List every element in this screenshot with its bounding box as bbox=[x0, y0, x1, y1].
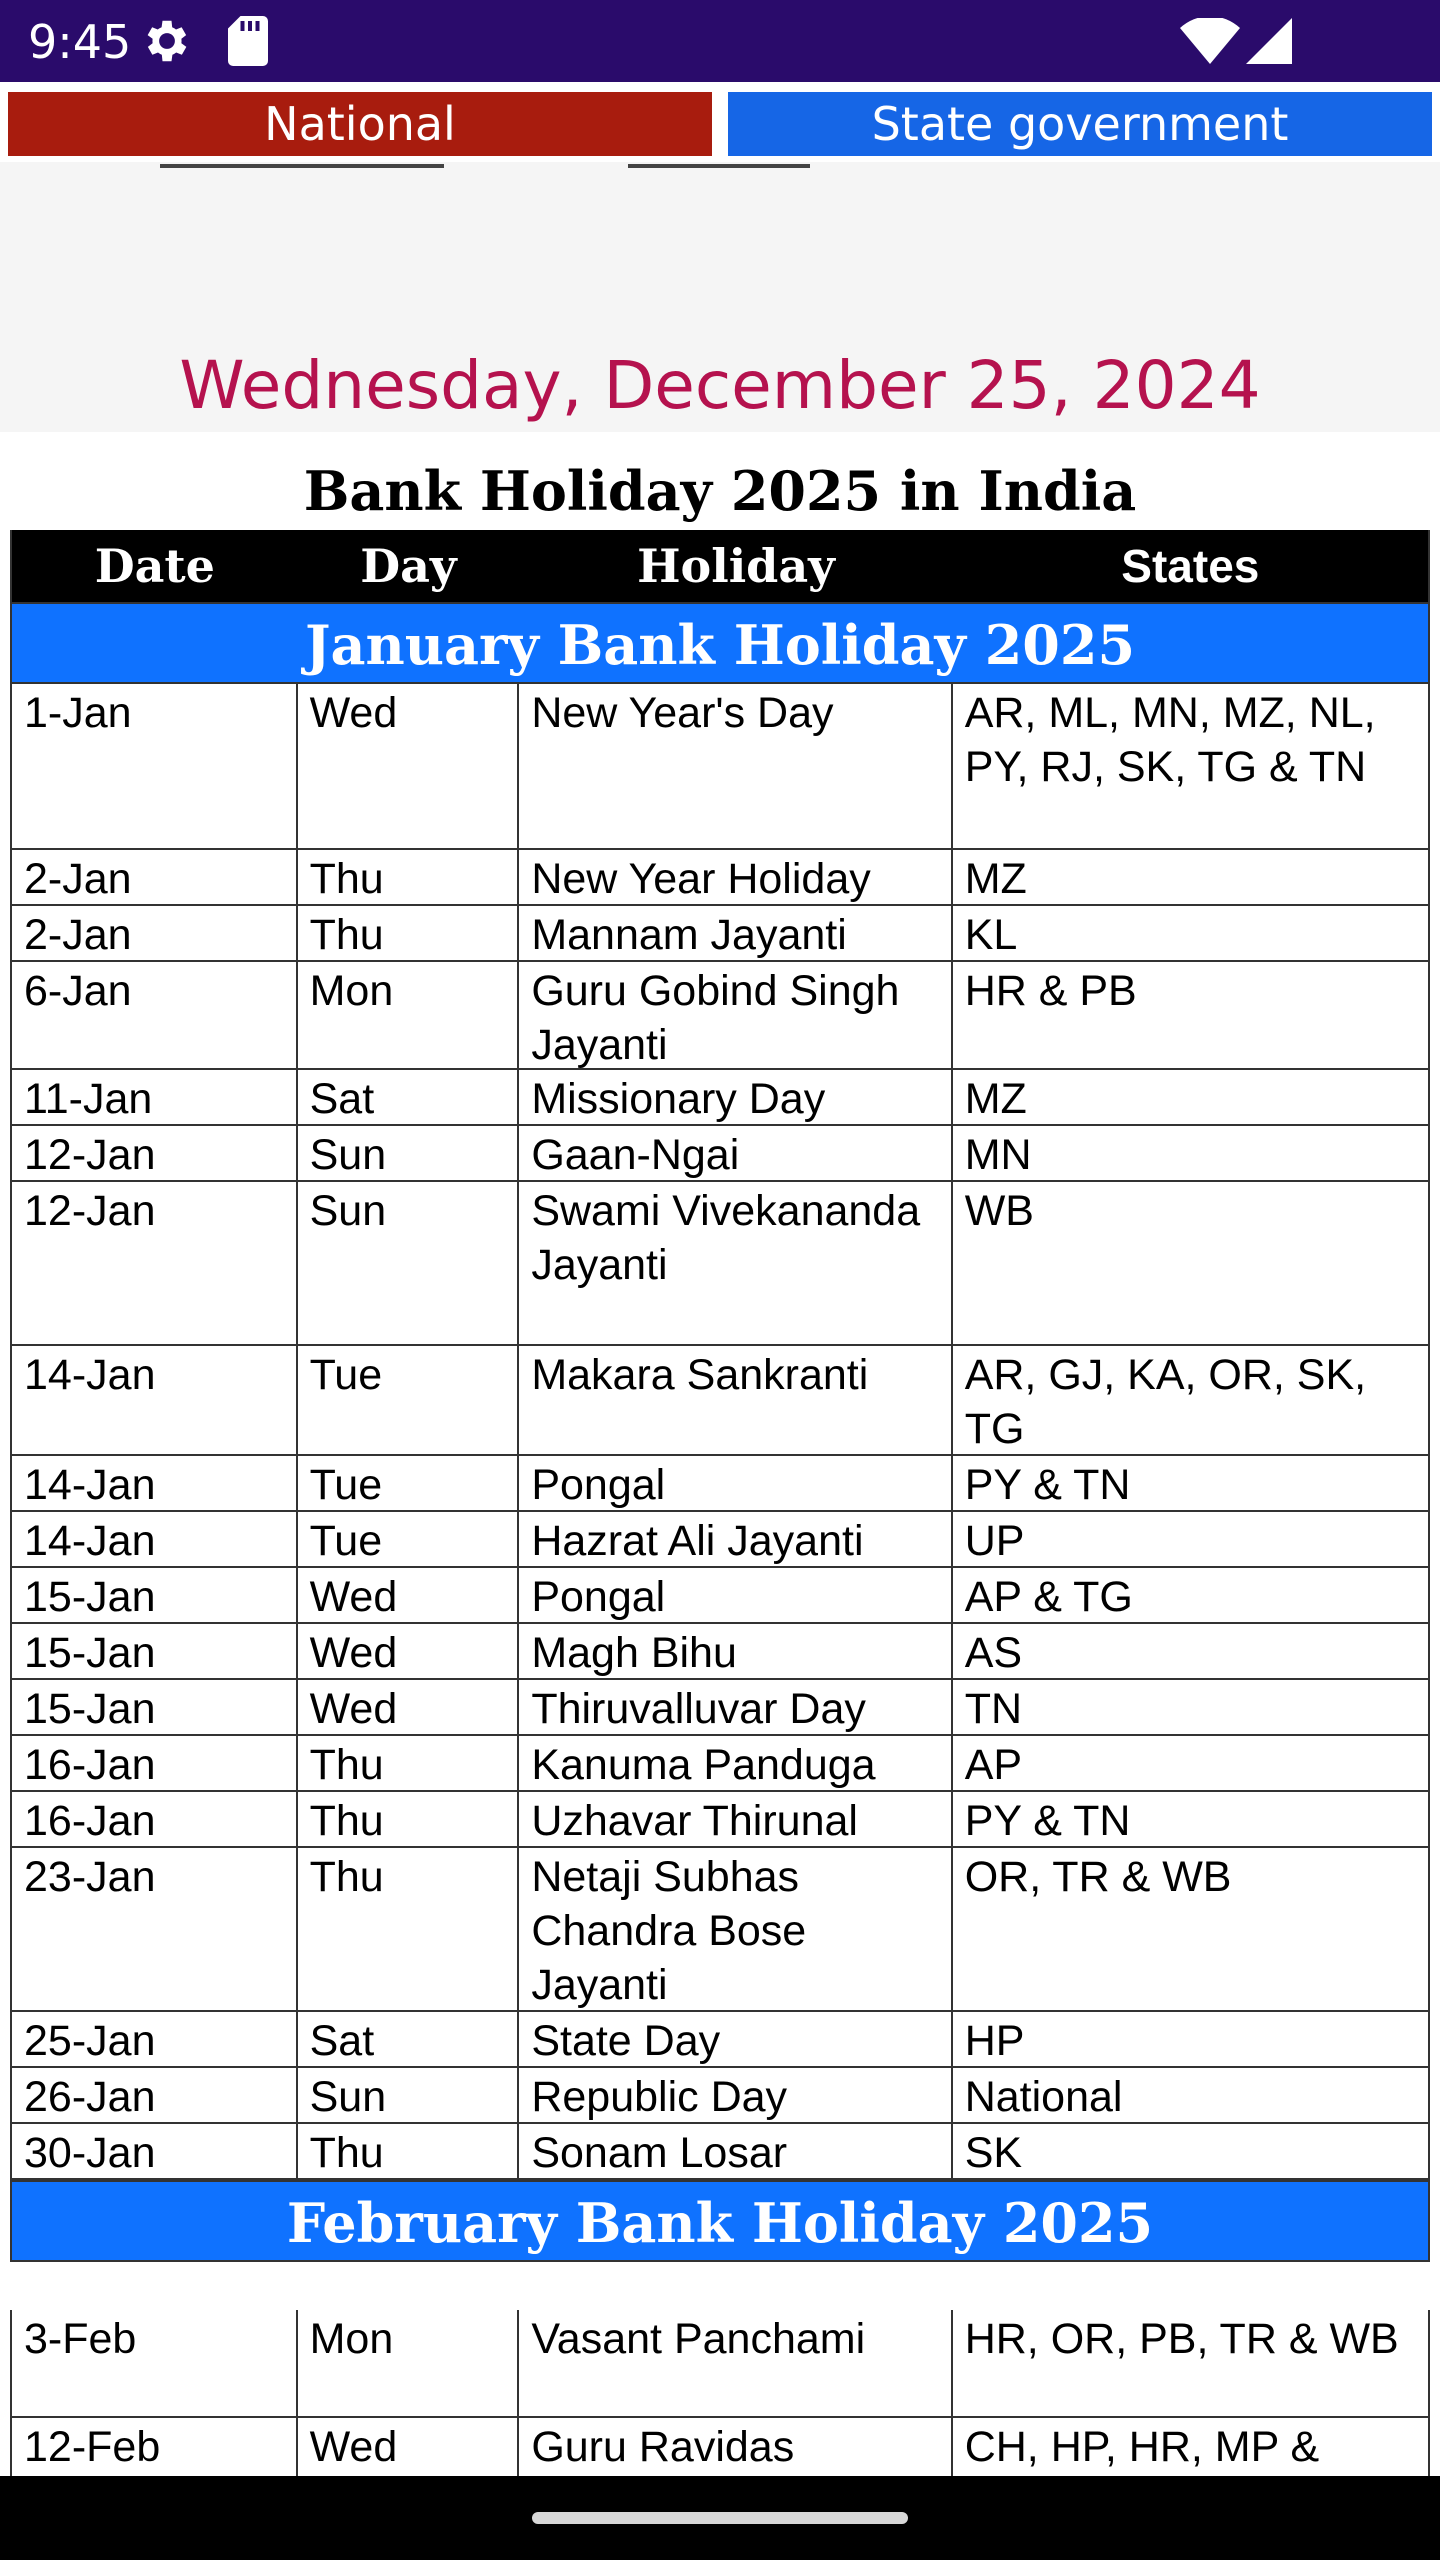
cell-holiday: New Year's Day bbox=[519, 684, 952, 848]
cell-date: 6-Jan bbox=[12, 962, 298, 1068]
cell-day: Mon bbox=[298, 2310, 520, 2416]
cell-states: MZ bbox=[964, 855, 1027, 903]
cell-states: MZ bbox=[964, 1075, 1027, 1123]
holiday-table-continued bbox=[10, 2310, 1430, 2478]
cell-day: Thu bbox=[298, 850, 520, 904]
cell-date: 15-Jan bbox=[12, 1680, 298, 1734]
cell-states: AP & TG bbox=[964, 1573, 1133, 1621]
february-rows bbox=[12, 2310, 1428, 2478]
cell-day: Sun bbox=[298, 1182, 520, 1344]
cell-day: Sun bbox=[298, 2068, 520, 2122]
cell-states: WB bbox=[964, 1187, 1034, 1235]
cell-holiday: Guru Gobind Singh Jayanti bbox=[519, 962, 952, 1068]
cell-holiday: Republic Day bbox=[519, 2068, 952, 2122]
cell-states: PY & TN bbox=[964, 1797, 1131, 1845]
cell-day: Wed bbox=[298, 2418, 520, 2476]
cell-holiday: New Year Holiday bbox=[519, 850, 952, 904]
cell-holiday: State Day bbox=[519, 2012, 952, 2066]
cell-date: 30-Jan bbox=[12, 2124, 298, 2178]
cell-date: 25-Jan bbox=[12, 2012, 298, 2066]
navigation-bar bbox=[0, 2476, 1440, 2560]
table-header bbox=[12, 530, 1428, 602]
cell-states: AR, ML, MN, MZ, NL, PY, RJ, SK, TG & TN bbox=[964, 689, 1376, 791]
table-row bbox=[12, 1680, 1428, 1736]
cell-holiday: Netaji Subhas Chandra Bose Jayanti bbox=[519, 1848, 952, 2010]
cell-date: 14-Jan bbox=[12, 1456, 298, 1510]
cell-states: SK bbox=[964, 2129, 1023, 2177]
cell-day: Thu bbox=[298, 906, 520, 960]
cell-date: 23-Jan bbox=[12, 1848, 298, 2010]
cell-date: 12-Jan bbox=[12, 1182, 298, 1344]
tab-indicator bbox=[628, 164, 810, 168]
cell-states: PY & TN bbox=[964, 1461, 1131, 1509]
cell-holiday: Guru Ravidas bbox=[519, 2418, 952, 2476]
table-row bbox=[12, 2418, 1428, 2478]
cell-day: Wed bbox=[298, 1680, 520, 1734]
cell-day: Sun bbox=[298, 1126, 520, 1180]
cell-date: 1-Jan bbox=[12, 684, 298, 848]
cell-holiday: Pongal bbox=[519, 1456, 952, 1510]
date-panel bbox=[0, 162, 1440, 432]
table-row bbox=[12, 684, 1428, 850]
column-header-states: States bbox=[1121, 540, 1260, 592]
cell-states: HR, OR, PB, TR & WB bbox=[964, 2315, 1399, 2363]
cell-holiday: Mannam Jayanti bbox=[519, 906, 952, 960]
cell-states: National bbox=[964, 2073, 1123, 2121]
cell-holiday: Pongal bbox=[519, 1568, 952, 1622]
status-bar bbox=[0, 0, 1440, 82]
cell-day: Thu bbox=[298, 1736, 520, 1790]
column-header-day: Day bbox=[360, 539, 457, 593]
filter-tabs bbox=[0, 82, 1440, 168]
table-row bbox=[12, 2068, 1428, 2124]
cell-day: Sat bbox=[298, 1070, 520, 1124]
table-row bbox=[12, 1126, 1428, 1182]
cell-holiday: Thiruvalluvar Day bbox=[519, 1680, 952, 1734]
cell-date: 14-Jan bbox=[12, 1512, 298, 1566]
cell-states: OR, TR & WB bbox=[964, 1853, 1232, 1901]
cell-date: 15-Jan bbox=[12, 1624, 298, 1678]
table-row bbox=[12, 2310, 1428, 2418]
gear-icon bbox=[140, 14, 194, 73]
cell-date: 3-Feb bbox=[12, 2310, 298, 2416]
table-row bbox=[12, 1512, 1428, 1568]
table-row bbox=[12, 1346, 1428, 1456]
cell-holiday: Gaan-Ngai bbox=[519, 1126, 952, 1180]
page-title: Bank Holiday 2025 in India bbox=[303, 459, 1137, 523]
current-date: Wednesday, December 25, 2024 bbox=[179, 347, 1261, 424]
cell-states: KL bbox=[964, 911, 1018, 959]
cell-holiday: Missionary Day bbox=[519, 1070, 952, 1124]
cell-date: 11-Jan bbox=[12, 1070, 298, 1124]
tab-indicator bbox=[160, 164, 444, 168]
column-header-holiday: Holiday bbox=[637, 539, 835, 593]
cell-day: Tue bbox=[298, 1456, 520, 1510]
table-row bbox=[12, 1070, 1428, 1126]
cell-holiday: Hazrat Ali Jayanti bbox=[519, 1512, 952, 1566]
month-header-february: February Bank Holiday 2025 bbox=[12, 2180, 1428, 2262]
cell-holiday: Uzhavar Thirunal bbox=[519, 1792, 952, 1846]
cell-holiday: Kanuma Panduga bbox=[519, 1736, 952, 1790]
table-row bbox=[12, 850, 1428, 906]
table-row bbox=[12, 1848, 1428, 2012]
cell-day: Wed bbox=[298, 1568, 520, 1622]
cell-states: AS bbox=[964, 1629, 1023, 1677]
cell-holiday: Magh Bihu bbox=[519, 1624, 952, 1678]
cell-day: Mon bbox=[298, 962, 520, 1068]
cell-date: 2-Jan bbox=[12, 906, 298, 960]
cell-date: 12-Feb bbox=[12, 2418, 298, 2476]
cell-day: Tue bbox=[298, 1346, 520, 1454]
cell-holiday: Vasant Panchami bbox=[519, 2310, 952, 2416]
table-row bbox=[12, 1182, 1428, 1346]
table-row bbox=[12, 2124, 1428, 2180]
table-row bbox=[12, 906, 1428, 962]
cell-date: 16-Jan bbox=[12, 1736, 298, 1790]
cell-date: 26-Jan bbox=[12, 2068, 298, 2122]
cell-date: 2-Jan bbox=[12, 850, 298, 904]
cell-date: 15-Jan bbox=[12, 1568, 298, 1622]
cell-day: Wed bbox=[298, 684, 520, 848]
cell-day: Thu bbox=[298, 1792, 520, 1846]
cell-states: AR, GJ, KA, OR, SK, TG bbox=[964, 1351, 1367, 1453]
sd-card-icon bbox=[228, 16, 268, 71]
table-row bbox=[12, 2012, 1428, 2068]
cell-states: CH, HP, HR, MP & bbox=[964, 2423, 1320, 2471]
cell-states: HP bbox=[964, 2017, 1025, 2065]
signal-icon bbox=[1246, 18, 1292, 69]
table-row bbox=[12, 1792, 1428, 1848]
cell-states: AP bbox=[964, 1741, 1023, 1789]
cell-holiday: Makara Sankranti bbox=[519, 1346, 952, 1454]
cell-day: Thu bbox=[298, 1848, 520, 2010]
cell-date: 16-Jan bbox=[12, 1792, 298, 1846]
cell-day: Tue bbox=[298, 1512, 520, 1566]
home-handle[interactable] bbox=[532, 2512, 908, 2524]
january-rows bbox=[12, 684, 1428, 2180]
cell-day: Wed bbox=[298, 1624, 520, 1678]
cell-states: TN bbox=[964, 1685, 1023, 1733]
table-row bbox=[12, 1736, 1428, 1792]
month-header-january: January Bank Holiday 2025 bbox=[12, 602, 1428, 684]
table-row bbox=[12, 1624, 1428, 1680]
table-row bbox=[12, 1456, 1428, 1512]
cell-holiday: Swami Vivekananda Jayanti bbox=[519, 1182, 952, 1344]
table-row bbox=[12, 962, 1428, 1070]
cell-date: 14-Jan bbox=[12, 1346, 298, 1454]
cell-day: Thu bbox=[298, 2124, 520, 2178]
cell-states: MN bbox=[964, 1131, 1032, 1179]
cell-date: 12-Jan bbox=[12, 1126, 298, 1180]
holiday-table bbox=[10, 530, 1430, 2262]
wifi-icon bbox=[1180, 18, 1240, 69]
cell-day: Sat bbox=[298, 2012, 520, 2066]
column-header-date: Date bbox=[94, 539, 215, 593]
tab-national[interactable]: National bbox=[8, 92, 712, 156]
status-time: 9:45 bbox=[28, 15, 132, 69]
cell-states: HR & PB bbox=[964, 967, 1137, 1015]
tab-state-government[interactable]: State government bbox=[728, 92, 1432, 156]
cell-holiday: Sonam Losar bbox=[519, 2124, 952, 2178]
table-row bbox=[12, 1568, 1428, 1624]
cell-states: UP bbox=[964, 1517, 1025, 1565]
